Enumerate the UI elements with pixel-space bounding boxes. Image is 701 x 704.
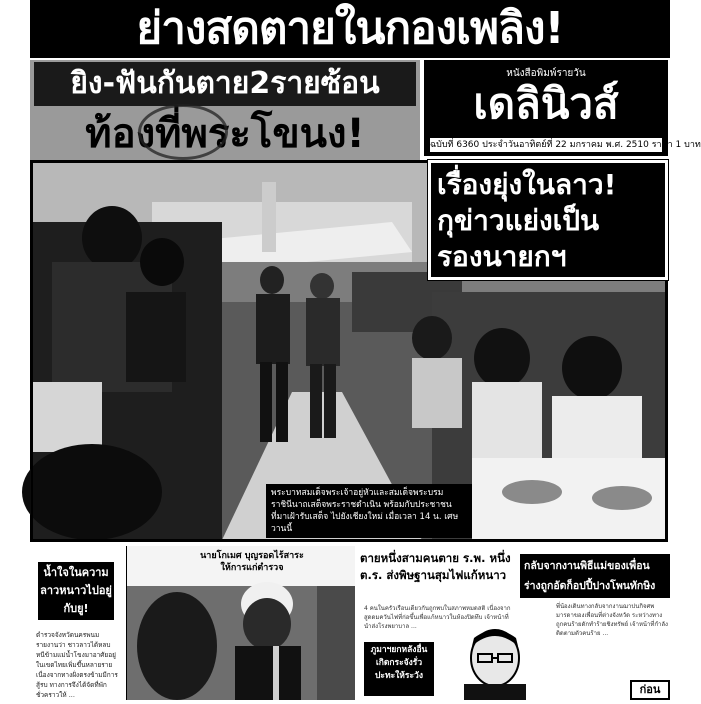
bottom-column-a xyxy=(30,546,122,700)
laos-line-1: เรื่องยุ่งในลาว! xyxy=(437,168,617,201)
laos-line-3: รองนายกฯ xyxy=(437,240,567,273)
column-b-caption: นายโกเมศ บุญรอดไร้สาระ ให้การแก่ตำรวจ xyxy=(200,551,304,573)
column-c-small-box: ภูมาฯยกหลังอื่นเกิดกระจังรั่วปะทะให้ระวัง xyxy=(364,642,434,696)
main-photo-caption: พระบาทสมเด็จพระเจ้าอยู่หัวและสมเด็จพระบรมราชินีนาถเสด็จพระราชดำเนิน พร้อมกับประชาชนที่มาเฝ้ารับเสด็จ ไปยังเชียงใหม่ เมื่อเวลา 14 น. เศษวานนี้ xyxy=(266,484,472,538)
sub-headline-line-1: ยิง-ฟันกันตาย2รายซ้อน xyxy=(34,62,416,106)
column-c-right-body: พี่น้องเดินทางกลับจากงานฌาปนกิจศพมารดาของเพื่อนที่ต่างจังหวัด ระหว่างทางถูกคนร้ายดักทำร้ายชิงทรัพย์ เจ้าหน้าที่กำลังติดตามตัวคนร้าย ... xyxy=(556,603,668,637)
masthead-title: เดลินิวส์ xyxy=(473,79,619,128)
laos-line-2: กุข่าวแย่งเป็น xyxy=(437,204,600,237)
column-a-headline: น้ำใจในความลาวหนาวไปอยู่กับยู! xyxy=(38,562,114,620)
column-c-portrait xyxy=(450,624,540,700)
masthead xyxy=(424,60,701,156)
column-a-body: ตำรวจจังหวัดนครพนมรายงานว่า ชาวลาวได้หลบหนีข้ามแม่น้ำโขงมาอาศัยอยู่ในเขตไทยเพิ่มขึ้นหลายราย เนื่องจากทางฝั่งตรงข้ามมีการสู้รบ ทางการจึงได้จัดที่พักชั่วคราวให้ ... xyxy=(36,631,118,699)
column-c-body: 4 คนในครัวเรือนเดียวกันถูกพบในสภาพหมดสติ เนื่องจากสูดดมควันไฟที่ก่อขึ้นเพื่อแก้หนาวในห้องปิดทึบ เจ้าหน้าที่นำส่งโรงพยาบาล ... xyxy=(364,605,511,630)
masthead-dateline: ฉบับที่ 6360 ประจำวันอาทิตย์ที่ 22 มกราคม พ.ศ. 2510 ราคา 1 บาท xyxy=(430,140,701,150)
masthead-tagline: หนังสือพิมพ์รายวัน xyxy=(506,68,586,79)
bottom-column-c xyxy=(360,546,670,700)
bottom-section xyxy=(30,546,670,700)
censor-stamp-icon xyxy=(138,104,228,160)
column-c-boxed-headline: กลับจากงานพิธีแม่ของเพื่อน ร่างถูกอัดก็อปปี้ปางโพนทักษิง xyxy=(520,554,670,598)
sub-headline-block xyxy=(30,60,420,160)
sub-headline-line-2: ท้องที่พระโขนง! xyxy=(85,111,365,157)
main-headline: ย่างสดตายในกองเพลิง! xyxy=(30,0,670,58)
laos-news-box xyxy=(428,160,668,280)
column-c-continued-box: ก่อน xyxy=(630,680,670,700)
column-c-headline: ตายหนึ่งสามคนตาย ร.พ. หนึ่ง ต.ร. ส่งพิษฐานสุมไฟแก้หนาว xyxy=(360,551,511,582)
bottom-column-b xyxy=(126,546,354,700)
